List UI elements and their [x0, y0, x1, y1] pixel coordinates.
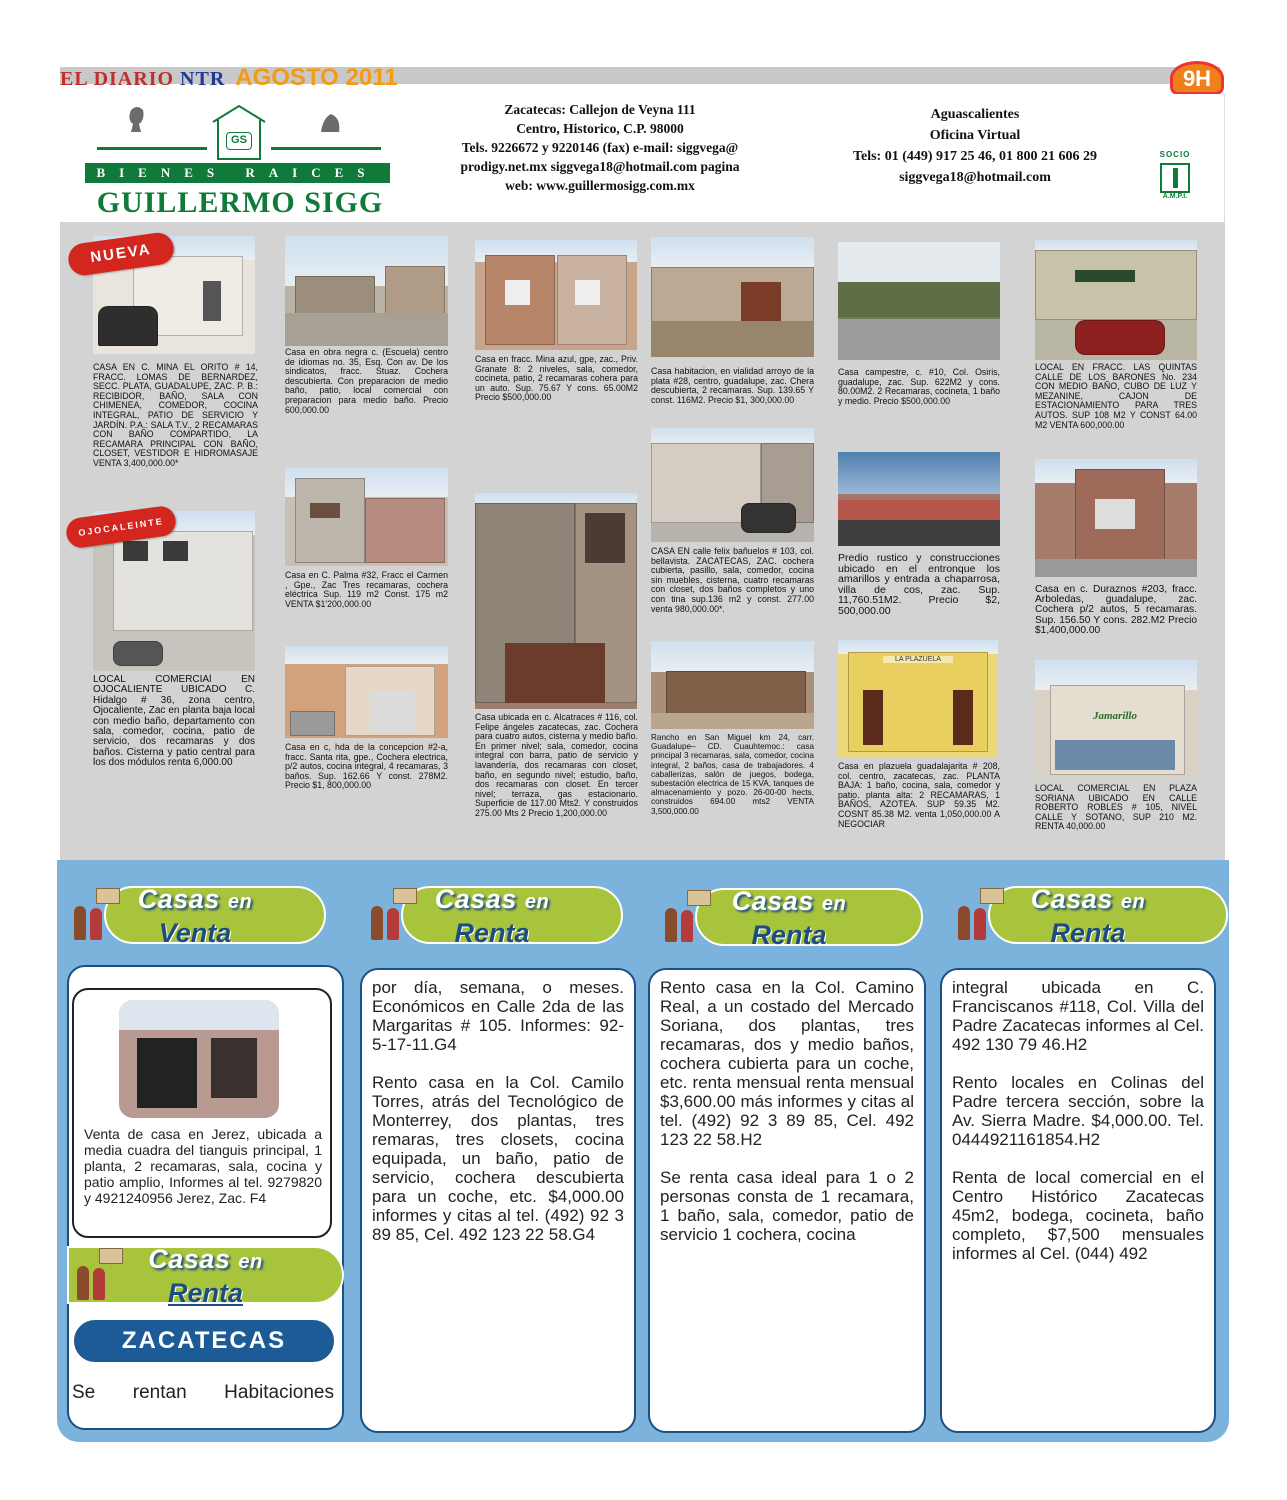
section-banner-renta: [67, 1238, 344, 1306]
listing-photo: [1035, 459, 1197, 577]
page-number-badge: 9H: [1170, 61, 1224, 95]
statue-icon: [317, 110, 343, 136]
banner-type: Renta: [167, 1278, 243, 1308]
listing-photo: [475, 493, 637, 709]
section-banner-venta: [64, 878, 326, 946]
office1-line: web: www.guillermosigg.com.mx: [505, 178, 695, 193]
banner-word: Casas: [148, 1244, 231, 1274]
classified-ad: por día, semana, o meses. Económicos en Calle 2da de las Margaritas # 105. Informes: 92-5-17-11.G4: [372, 978, 624, 1054]
banner-en: en: [821, 893, 847, 915]
office-aguascalientes: [800, 104, 1150, 188]
masthead-paper: EL DIARIO: [60, 68, 175, 90]
office1-line: Tels. 9226672 y 9220146 (fax) e-mail: siggvega@: [461, 140, 739, 155]
listing-photo: [838, 452, 1000, 546]
office2-line: Tels: 01 (449) 917 25 46, 01 800 21 606 29: [852, 149, 1098, 164]
roof-icon: [211, 104, 267, 124]
socio-label: SOCIO: [1159, 150, 1191, 159]
office1-line: Centro, Historico, C.P. 98000: [516, 121, 684, 136]
listing-text: Rancho en San Miguel km 24, carr. Guadalupe– CD. Cuauhtemoc.: casa principal 3 recamaras, sala, comedor, cocina integral, 2 baños, casa de trabajadores. 4 caballerizas, salón de juegos, bodega, subestación electrica de 15 KVA, tanques de almacenamiento y pozo. 26-00-00 hects, construidos 694.00 mts2 VENTA 3,500,000.00: [651, 733, 814, 816]
masthead: [60, 64, 398, 92]
office1-line: Zacatecas: Callejon de Veyna 111: [504, 102, 696, 117]
banner-en: en: [1120, 891, 1146, 913]
listing-photo: [475, 240, 637, 350]
couple-house-icon: [361, 888, 419, 944]
listing-text: Casa en c. Duraznos #203, fracc. Arboledas, guadalupe, zac. Cochera p/2 autos, 5 recamaras. Sup. 156.50 Y cons. 282.M2 Precio $1,400,000.00: [1035, 584, 1197, 636]
couple-house-icon: [655, 890, 713, 946]
banner-en: en: [227, 891, 253, 913]
office1-line: prodigy.net.mx siggvega18@hotmail.com pagina: [460, 159, 740, 174]
listing-text: Casa en c, hda de la concepcion #2-a, fracc. Santa rita, gpe., Cochera electrica, p/2 autos, cocina integral, 4 recamaras, 3 baños. Sup. 162.66 Y const. 278M2. Precio $1, 800,000.00: [285, 742, 448, 791]
listing-text: LOCAL EN FRACC. LAS QUINTAS CALLE DE LOS BARONES No. 234 CON MEDIO BAÑO, CUBO DE LUZ Y MEZANINE, CAJON DE ESTACIONAMIENTO PARA TRES AUTOS. SUP 108 M2 Y CONST 64.00 M2 VENTA 600,000.00: [1035, 362, 1197, 430]
classified-ad: Rento casa en la Col. Camino Real, a un costado del Mercado Soriana, dos plantas, tres recamaras, dos y medio baños, cochera cubierta para un coche, etc. renta mensual renta mensual $3,600.00 más informes y citas al tel. (492) 92 3 89 85, Cel. 492 123 22 58.H2: [660, 978, 914, 1149]
banner-en: en: [524, 891, 550, 913]
banner-word: Casas: [137, 884, 220, 914]
listing-photo: [651, 641, 814, 729]
classified-ad: Se renta casa ideal para 1 o 2 personas consta de 1 recamara, 1 baño, sala, comedor, patio de servicio 1 cochera, cocina: [660, 1168, 914, 1244]
jerez-house-photo: [119, 1000, 279, 1118]
logo-line-right: [271, 147, 381, 150]
banner-type: Renta: [751, 920, 827, 950]
company-logo: [85, 100, 395, 220]
bust-icon: [123, 104, 149, 138]
banner-type: Renta: [1050, 918, 1126, 948]
classified-ad: Renta de local comercial en el Centro Histórico Zacatecas 45m2, bodega, cocineta, baño completo, $7,500 mensuales informes al Cel. (044) 492: [952, 1168, 1204, 1263]
socio-badge: [1150, 150, 1200, 200]
classified-column: [940, 968, 1216, 1433]
banner-word: Casas: [1030, 884, 1113, 914]
listing-photo: [838, 640, 998, 758]
masthead-date: AGOSTO 2011: [235, 64, 398, 91]
listing-text: CASA EN C. MINA EL ORITO # 14, FRACC. LOMAS DE BERNARDEZ, SECC. PLATA, GUADALUPE, ZAC. P. B.: RECIBIDOR, BAÑO, SALA CON CHIMENEA, COMEDOR, COCINA INTEGRAL, PATIO DE SERVICIO Y JARDÍN. P.A.: SALA T.V., 2 RECAMARAS CON BAÑO COMPARTIDO, LA RECAMARA PRINCIPAL CON BAÑO, CLOSET, VESTIDOR E HIDROMASAJE VENTA 3,400,000.00*: [93, 362, 258, 468]
classified-ad: Rento casa en la Col. Camilo Torres, atrás del Tecnológico de Monterrey, dos plantas, tres remaras, tres closets, cocina equipada, un baño, patio de servicio, cochera descubierta para un coche, etc. $4,000.00 informes y citas al tel. (492) 92 3 89 85, Cel. 492 123 22 58.G4: [372, 1073, 624, 1244]
listing-photo: [1035, 240, 1197, 360]
classified-column: [648, 968, 926, 1433]
ampi-label: A.M.P.I.: [1162, 193, 1188, 200]
listing-text: Casa campestre, c. #10, Col. Osiris, guadalupe, zac. Sup. 622M2 y cons. 80.00M2. 2 Recamaras, cocineta, 1 baño y medio. Precio $500,000.00: [838, 367, 1000, 406]
listing-text: Casa en fracc. Mina azul, gpe, zac., Priv. Granate 8: 2 niveles, sala, comedor, cocineta, patio, 2 recamaras cohera para un auto. Sup. 75.67 Y cons. 65.00M2 Precio $500,000.00: [475, 354, 638, 403]
couple-house-icon: [64, 888, 122, 944]
rooms-listing-text: Se rentan Habitaciones: [72, 1382, 334, 1403]
section-banner-renta: [655, 880, 923, 948]
listing-photo: [285, 468, 448, 566]
listing-text: Casa en C. Palma #32, Fracc el Carmen , Gpe., Zac Tres recamaras, cochera eléctrica Sup. 119 m2 Const. 175 m2 VENTA $1'200,000.00: [285, 570, 448, 609]
listing-photo: [838, 242, 1000, 360]
shop-sign: LA PLAZUELA: [883, 656, 953, 663]
office-zacatecas: [440, 100, 760, 195]
listing-photo: [651, 428, 814, 542]
office2-line: siggvega18@hotmail.com: [899, 170, 1051, 185]
logo-mark: GS: [226, 132, 252, 150]
listing-photo: [285, 236, 448, 346]
office2-line: Oficina Virtual: [929, 128, 1021, 143]
couple-house-icon: [948, 888, 1006, 944]
listing-text: Predio rustico y construcciones ubicado en el entronque los amarillos y entrada a chaparrosa, villa de cos, zac. Sup. 11,760.51M2. Precio $2, 500,000.00: [838, 552, 1000, 617]
shop-sign: Jamarillo: [1092, 710, 1137, 722]
listing-photo: [1035, 660, 1197, 778]
company-name: GUILLERMO SIGG: [96, 186, 384, 219]
section-banner-renta: [361, 878, 623, 946]
listing-text: CASA EN calle felix bañuelos # 103, col. bellavista. ZACATECAS, ZAC. cochera cubierta, pasillo, sala, comedor, cocina sin muebles, cisterna, cuatro recamaras con closet, dos baños completos y uno con tina sup.136 m2 y const. 277.00 venta 980,000.00*.: [651, 546, 814, 614]
banner-type: Venta: [158, 918, 232, 948]
ampi-logo-icon: [1160, 163, 1190, 193]
listing-text: LOCAL COMERCIAl EN OJOCALIENTE UBICADO C. Hidalgo # 36, zona centro, Ojocaliente, Zac en planta baja local con medio baño, departamento con sala, comedor, cocina, patio de servicio, dos recamaras y dos baños. Cisterna y patio central para los dos módulos renta 6,000.00: [93, 674, 255, 769]
listing-text: LOCAL COMERCIAL EN PLAZA SORIANA UBICADO EN CALLE ROBERTO ROBLES # 105, NIVEL CALLE Y SOTANO, SUP 210 M2. RENTA 40,000.00: [1035, 783, 1197, 832]
listing-text: Casa en plazuela guadalajarita # 208, col. centro, zacatecas, zac. PLANTA BAJA: 1 baño, cocina, sala, comedor y patio. planta alta: 2 RECAMARAS, 1 BAÑOS, AZOTEA. SUP 59.35 M2. COSNT 85.38 M2. venta 1,050,000.00 A NEGOCIAR: [838, 761, 1000, 829]
listing-text: Casa ubicada en c. Alcatraces # 116, col. Felipe ángeles zacatecas, zac. Cochera para cuatro autos, cisterna y medio baño. En primer nivel; sala, comedor, cocina integral con barra, patio de servicio y lavandería, dos recamaras con closet, baño, en segundo nivel; estudio, baño, dos recamaras con closet. En tercer nivel; terraza, gas estacionario. Superficie de 117.00 Mts2. Y construidos 275.00 Mts 2 Precio 1,200,000.00: [475, 712, 638, 818]
new-tag: NUEVA: [66, 231, 175, 277]
office2-line: Aguascalientes: [930, 107, 1020, 122]
classified-ad: integral ubicada en C. Franciscanos #118, Col. Villa del Padre Zacatecas informes al Cel. 492 130 79 46.H2: [952, 978, 1204, 1054]
masthead-ntr: NTR: [180, 68, 226, 90]
listing-photo: [651, 237, 814, 357]
banner-word: Casas: [731, 886, 814, 916]
logo-subtitle: BIENES RAICES: [85, 163, 390, 183]
banner-type: Renta: [454, 918, 530, 948]
banner-en: en: [238, 1251, 263, 1273]
classified-ad: Rento locales en Colinas del Padre tercera sección, sobre la Av. Sierra Madre. $4,000.00. Tel. 0444921161854.H2: [952, 1073, 1204, 1149]
couple-house-icon: [67, 1248, 125, 1304]
listing-text: Casa habitacion, en vialidad arroyo de la plata #28, centro, guadalupe, zac. Chera descubierta, 2 recamaras. Sup. 139.65 Y const. 116M2. Precio $1, 300,000.00: [651, 366, 814, 405]
jerez-listing-box: [72, 988, 332, 1238]
listing-photo: [285, 646, 448, 738]
city-heading: ZACATECAS: [72, 1318, 336, 1364]
classified-column: [360, 968, 636, 1433]
logo-line-left: [97, 147, 207, 150]
section-banner-renta: [948, 878, 1228, 946]
banner-word: Casas: [434, 884, 517, 914]
jerez-listing-text: Venta de casa en Jerez, ubicada a media cuadra del tianguis principal, 1 planta, 2 recamaras, sala, cocina y patio amplio, Informes al tel. 9279820 y 4921240956 Jerez, Zac. F4: [84, 1126, 322, 1206]
listing-text: Casa en obra negra c. (Escuela) centro de idiomas no. 35, Esq. Con av. De los sindicatos, fracc. Stuaz. Cochera descubierta. Con preparacion de medio baño, patio, local comercial con preparacion para medio baño. Precio 600,000.00: [285, 347, 448, 415]
ojocaliente-tag: OJOCALEINTE: [64, 504, 177, 549]
